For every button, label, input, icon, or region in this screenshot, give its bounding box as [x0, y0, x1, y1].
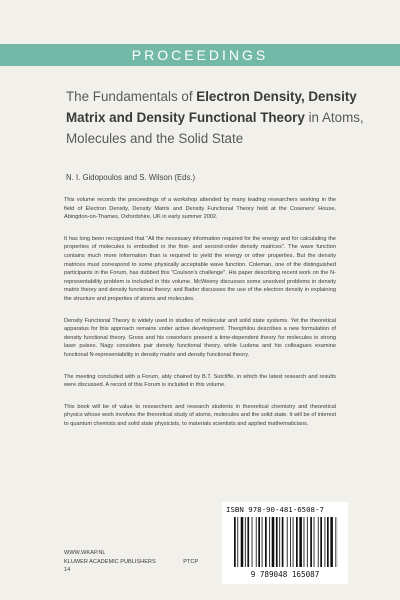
series-label: PROCEEDINGS: [131, 47, 269, 63]
paragraph: The meeting concluded with a Forum, ably chaired by B.T. Sutcliffe, in which the latest research and results were discussed. A record of this Forum is included in this volume.: [64, 373, 336, 389]
publisher-line: [64, 558, 204, 575]
editors: N. I. Gidopoulos and S. Wilson (Eds.): [66, 173, 196, 182]
publisher-name: KLUWER ACADEMIC PUBLISHERS: [64, 558, 156, 565]
isbn-label: ISBN 978-90-481-6508-7: [226, 505, 324, 514]
paragraph: This volume records the proceedings of a workshop attended by many leading researchers working in the field of Electron Density, Density Matrix and Density Functional Theory held at the Coseners' House, Abingdon-on-Thames, Oxfordshire, UK in early summer 2002.: [64, 197, 336, 221]
barcode: [234, 517, 338, 567]
isbn-barcode-box: [222, 502, 348, 584]
publisher-url: WWW.WKAP.NL: [64, 550, 106, 556]
barcode-digits: 9 789048 165087: [250, 570, 320, 579]
title-part-2: Electron Density, Density Matrix and Density Functional Theory: [66, 89, 357, 125]
paragraph: Density Functional Theory is widely used in studies of molecular and solid state systems. Yet the theoretical apparatus for this approach remains under active development. Theophilou describes a new formulation of density functional theory. Gross and his coworkers present a time-dependent theory for molecules in strong laser pulses. Nagy considers pair density functional theory, while Ludena and his colleagues examine functional N-representability in density matrix and density functional theory.: [64, 317, 336, 358]
book-title: [66, 86, 366, 149]
title-part-1: The Fundamentals of: [66, 89, 197, 104]
paragraph: It has long been recognized that "All the necessary information required for the energy and for calculating the properties of molecules is embodied in the first- and second-order density matrices". The wave function contains much more information than is required to yield the energy or other properties. But the density matrices must correspond to some physically acceptable wave function. Coleman, one of the distinguished participants in the Forum, has dubbed this "Coulson's challenge". His paper describing recent work on the N-representability problem is included in this volume. McWeeny discusses some unsolved problems in density matrix theory and density functional theory; and Bader discusses the use of the electron density in explaining the structure and properties of atoms and molecules.: [64, 235, 336, 302]
title-part-3: in Atoms, Molecules and the Solid State: [66, 110, 364, 146]
blurb: [64, 196, 336, 441]
paragraph: This book will be of value to researchers and research students in theoretical chemistry and theoretical physics whose work involves the theoretical study of atoms, molecules and the solid state. It will be of interest to quantum chemists and solid state physicists, to materials scientists and applied mathematicians.: [64, 403, 336, 427]
series-code: PTCP 14: [64, 558, 199, 574]
publisher-footer: [64, 549, 204, 575]
